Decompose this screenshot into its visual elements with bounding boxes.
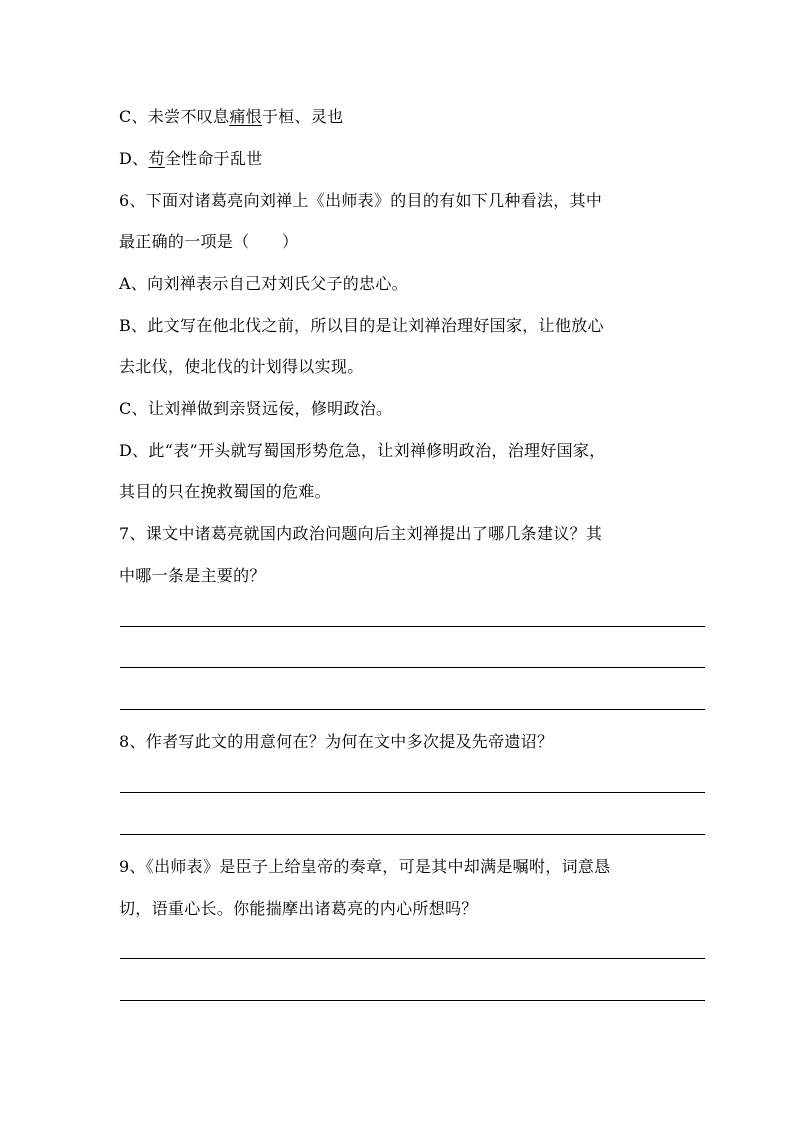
q7-stem-line1: 7、课文中诸葛亮就国内政治问题向后主刘禅提出了哪几条建议？其: [119, 524, 603, 543]
q7-answer-line-2[interactable]: [120, 667, 705, 668]
q5-option-c-suffix: 于桓、灵也: [261, 107, 344, 126]
q6-option-d-line1: D、此“表”开头就写蜀国形势危急，让刘禅修明政治，治理好国家，: [119, 441, 606, 460]
q8-stem-line1: 8、作者写此文的用意何在？为何在文中多次提及先帝遗诏？: [119, 732, 554, 751]
q8-answer-line-1[interactable]: [120, 792, 705, 793]
q5-option-d-prefix: D、: [119, 149, 149, 168]
q7-answer-line-3[interactable]: [120, 709, 705, 710]
q6-stem-line2: 最正确的一项是（ ）: [119, 232, 299, 251]
q5-option-c-prefix: C、未尝不叹息: [119, 107, 230, 126]
q6-stem-line1: 6、下面对诸葛亮向刘禅上《出师表》的目的有如下几种看法，其中: [119, 191, 603, 210]
q5-option-c-underlined: 痛恨: [229, 107, 262, 126]
q6-option-c: C、让刘禅做到亲贤远佞，修明政治。: [119, 399, 393, 418]
q9-answer-line-1[interactable]: [120, 958, 705, 959]
q6-option-a: A、向刘禅表示自己对刘氏父子的忠心。: [119, 274, 408, 293]
q5-option-d: [119, 149, 263, 169]
q9-stem-line1: 9、《出师表》是臣子上给皇帝的奏章，可是其中却满是嘱咐，词意恳: [119, 857, 611, 876]
q5-option-d-suffix: 全性命于乱世: [164, 149, 263, 168]
q9-stem-line2: 切，语重心长。你能揣摩出诸葛亮的内心所想吗？: [119, 899, 478, 918]
q6-option-b-line2: 去北伐，使北伐的计划得以实现。: [119, 357, 364, 376]
q7-stem-line2: 中哪一条是主要的？: [119, 566, 266, 585]
q5-option-c: [119, 107, 343, 127]
q8-answer-line-2[interactable]: [120, 834, 705, 835]
q5-option-d-underlined: 苟: [148, 149, 165, 168]
q6-option-b-line1: B、此文写在他北伐之前，所以目的是让刘禅治理好国家，让他放心: [119, 316, 604, 335]
q9-answer-line-2[interactable]: [120, 1000, 705, 1001]
q7-answer-line-1[interactable]: [120, 626, 705, 627]
q6-option-d-line2: 其目的只在挽救蜀国的危难。: [119, 482, 331, 501]
